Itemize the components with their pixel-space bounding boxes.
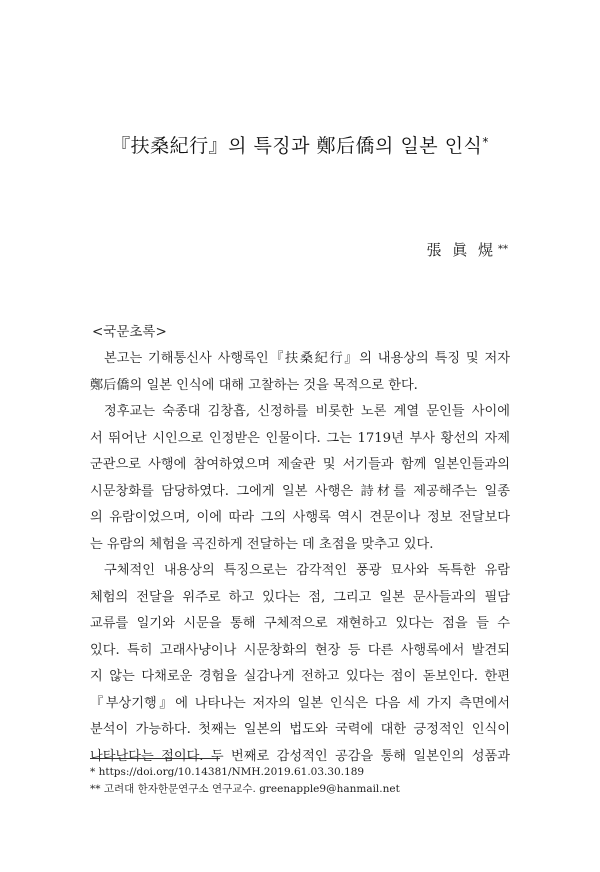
footnotes: [90, 764, 510, 798]
title-footnote-mark: *: [482, 135, 489, 149]
paragraph-line: 구체적인 내용상의 특징으로는 감각적인 풍광 묘사와 독특한 유람: [104, 563, 510, 578]
footnote-divider: [90, 758, 220, 759]
paragraph-line: 는 유람의 체험을 곡진하게 전달하는 데 초점을 맞추고 있다.: [90, 536, 434, 552]
paragraph-line: 본고는 기해통신사 사행록인『扶桑紀行』의 내용상의 특징 및 저자: [104, 351, 510, 366]
abstract-body: [90, 346, 510, 770]
paragraph-line: 시문창화를 담당하였다. 그에게 일본 사행은 詩材를 제공해주는 일종: [90, 483, 510, 499]
paragraph-line: 지 않는 다채로운 경험을 실감나게 전하고 있다는 점이 돋보인다. 한편: [90, 669, 510, 684]
author-name: 張 眞 熀: [426, 241, 496, 259]
paragraph-line: 鄭后僑의 일본 인식에 대해 고찰하는 것을 목적으로 한다.: [90, 377, 418, 393]
footnote-affiliation: ** 고려대 한자한문연구소 연구교수. greenapple9@hanmail.net: [90, 783, 400, 795]
paper-title-text: 『扶桑紀行』의 특징과 鄭后僑의 일본 인식: [111, 135, 483, 157]
footnote-doi: * https://doi.org/10.14381/NMH.2019.61.03.30.189: [90, 766, 365, 778]
paragraph-line: 서 뛰어난 시인으로 인정받은 인물이다. 그는 1719년 부사 황선의 자제: [90, 430, 510, 446]
abstract-heading: <국문초록>: [92, 324, 167, 340]
abstract-paragraph-2: [90, 399, 510, 558]
abstract-paragraph-1: [90, 346, 510, 399]
paragraph-line: 교류를 일기와 시문을 통해 구체적으로 재현하고 있다는 점을 들 수: [90, 616, 510, 631]
paragraph-line: 군관으로 사행에 참여하였으며 제술관 및 서기들과 함께 일본인들과의: [90, 457, 510, 472]
paragraph-line: 분석이 가능하다. 첫째는 일본의 법도와 국력에 대한 긍정적인 인식이: [90, 722, 510, 737]
paragraph-line: 정후교는 숙종대 김창흡, 신정하를 비롯한 노론 계열 문인들 사이에: [104, 404, 510, 419]
paragraph-line: 의 유람이었으며, 이에 따라 그의 사행록 역시 견문이나 정보 전달보다: [90, 510, 510, 525]
paragraph-line: 『부상기행』에 나타나는 저자의 일본 인식은 다음 세 가지 측면에서: [90, 695, 510, 711]
paragraph-line: 있다. 특히 고래사냥이나 시문창화의 현장 등 다른 사행록에서 발견되: [90, 642, 510, 658]
abstract-paragraph-3: [90, 558, 510, 770]
paragraph-line: 체험의 전달을 위주로 하고 있다는 점, 그리고 일본 문사들과의 필담: [90, 589, 510, 605]
author-footnote-mark: **: [498, 244, 508, 255]
paper-title: [0, 131, 600, 158]
paragraph-line: 나타난다는 점이다. 두 번째로 감성적인 공감을 통해 일본인의 성품과: [90, 748, 510, 764]
author-line: [426, 239, 508, 260]
